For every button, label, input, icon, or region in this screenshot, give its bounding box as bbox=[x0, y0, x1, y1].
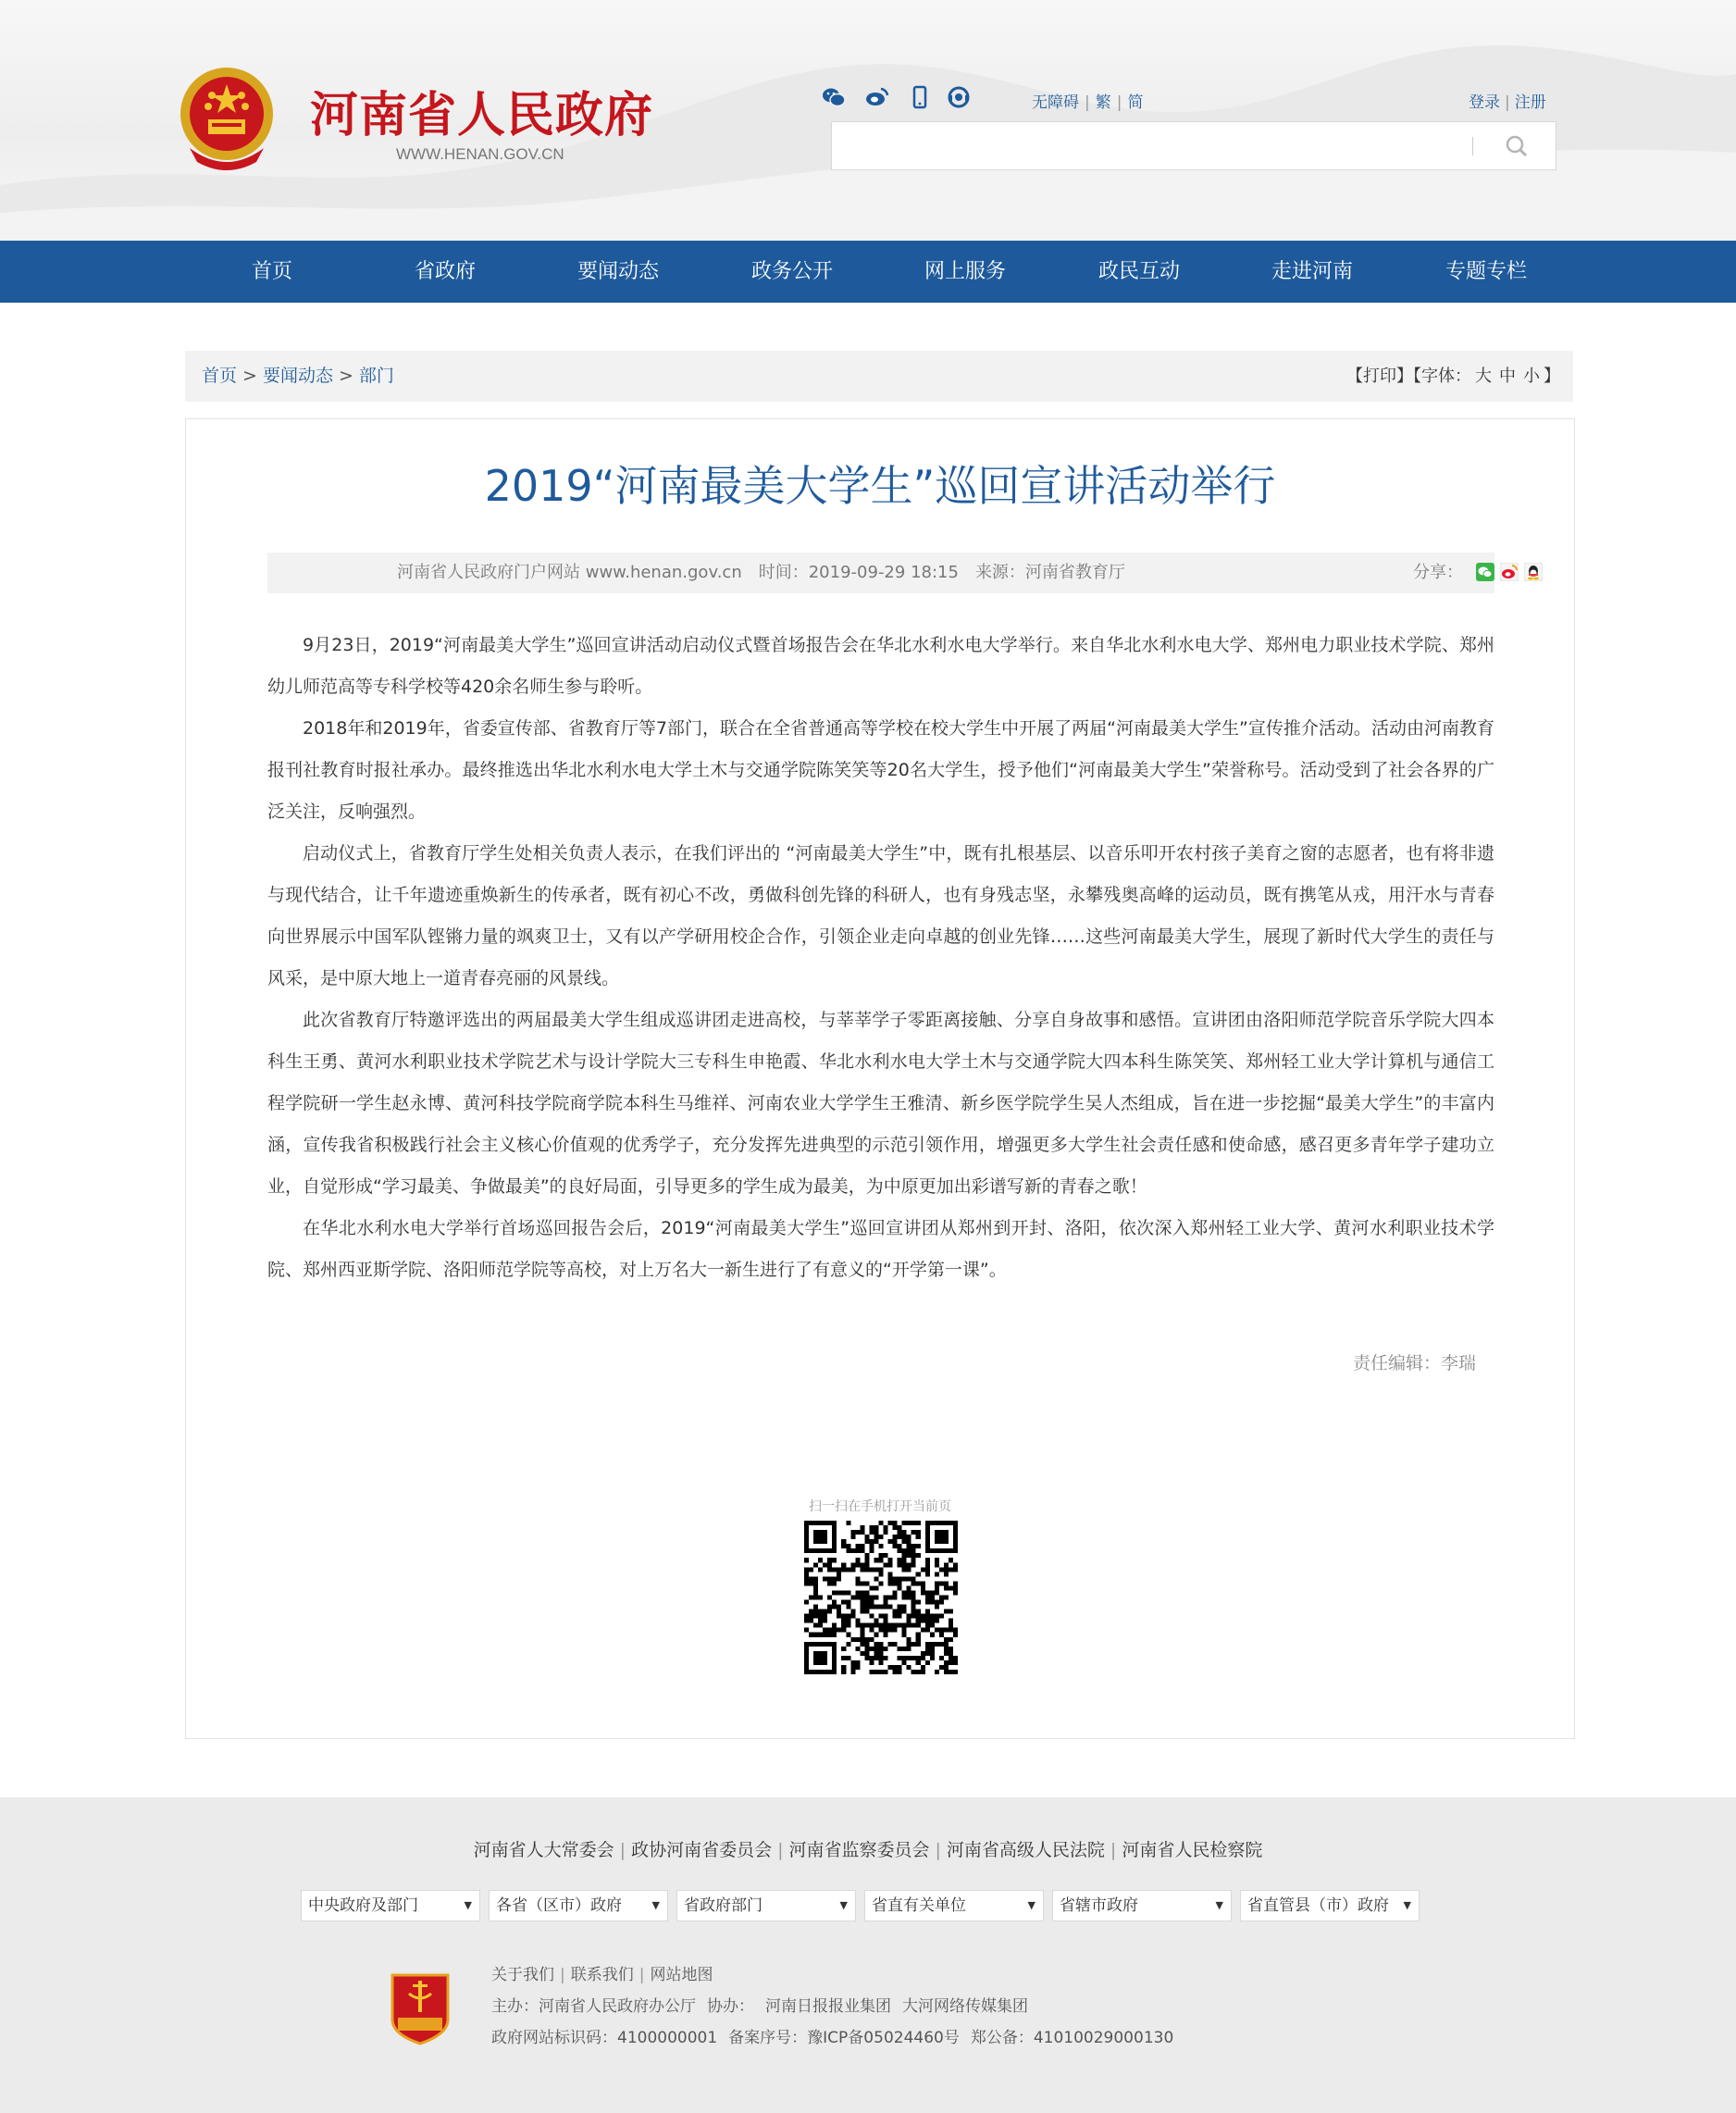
mobile-icon[interactable] bbox=[908, 85, 932, 109]
font-small-button[interactable]: 小 bbox=[1523, 367, 1540, 386]
article-paragraph: 启动仪式上，省教育厅学生处相关负责人表示，在我们评出的 “河南最美大学生”中，既有扎根基层、以音乐叩开农村孩子美育之窗的志愿者，也有将非遗与现代结合，让千年遗迹重焕新生的传承者，既有初心不改，勇做科创先锋的科研人，也有身残志坚，永攀残奥高峰的运动员，既有携笔从戎，用汗水与青春向世界展示中国军队铿锵力量的飒爽卫士，又有以产学研用校企合作，引领企业走向卓越的创业先锋……这些河南最美大学生，展现了新时代大学生的责任与风采，是中原大地上一道青春亮丽的风景线。 bbox=[267, 843, 1494, 988]
link-high-court[interactable]: 河南省高级人民法院 bbox=[946, 1840, 1105, 1860]
traditional-chinese-link[interactable]: 繁 bbox=[1095, 93, 1111, 112]
co-organizer-label: 协办： bbox=[707, 1997, 754, 2016]
site-code: 政府网站标识码：4100000001 bbox=[491, 2029, 718, 2047]
accessibility-links: 无障碍 | 繁 | 简 bbox=[1032, 93, 1144, 112]
related-institution-links: 河南省人大常委会 | 政协河南省委员会 | 河南省监察委员会 | 河南省高级人民法院 | 河南省人民检察院 bbox=[473, 1840, 1263, 1860]
breadcrumb-news[interactable]: 要闻动态 bbox=[262, 366, 333, 386]
dropdown-arrow-icon: ▼ bbox=[464, 1899, 472, 1911]
link-cppcc[interactable]: 政协河南省委员会 bbox=[631, 1840, 773, 1860]
nav-item-home[interactable]: 首页 bbox=[251, 260, 292, 283]
qr-caption: 扫一扫在手机打开当前页 bbox=[809, 1499, 951, 1514]
breadcrumb-home[interactable]: 首页 bbox=[202, 366, 238, 386]
font-large-button[interactable]: 大 bbox=[1475, 367, 1492, 386]
article-body bbox=[267, 625, 1494, 1291]
select-central-government[interactable]: 中央政府及部门 ▼ bbox=[301, 1890, 480, 1921]
about-us-link[interactable]: 关于我们 bbox=[491, 1966, 554, 1984]
nav-item-province-government[interactable]: 省政府 bbox=[414, 260, 476, 283]
register-link[interactable]: 注册 bbox=[1514, 93, 1546, 112]
wechat-icon[interactable] bbox=[822, 85, 846, 109]
link-people-congress[interactable]: 河南省人大常委会 bbox=[473, 1840, 614, 1860]
nav-item-interaction[interactable]: 政民互动 bbox=[1097, 260, 1180, 283]
search-input[interactable] bbox=[832, 122, 1470, 169]
dropdown-arrow-icon: ▼ bbox=[1215, 1899, 1223, 1911]
dropdown-arrow-icon: ▼ bbox=[839, 1899, 848, 1911]
footer-info: 关于我们 | 联系我们 | 网站地图 主办：河南省人民政府办公厅 协办： 河南日报报业集团 大河网络传媒集团 政府网站标识码：4100000001 备案序号：豫ICP备05024460号 郑公备：41010029000130 bbox=[491, 1966, 1174, 2047]
qr-code bbox=[804, 1521, 958, 1674]
site-header bbox=[0, 0, 1736, 241]
share-label: 分享： bbox=[1413, 563, 1463, 582]
article-paragraph: 在华北水利水电大学举行首场巡回报告会后，2019“河南最美大学生”巡回宣讲团从郑州到开封、洛阳，依次深入郑州轻工业大学、黄河水利职业技术学院、郑州西亚斯学院、洛阳师范学院等高校，对上万名大一新生进行了有意义的“开学第一课”。 bbox=[267, 1218, 1494, 1280]
icp-record[interactable]: 备案序号：豫ICP备05024460号 bbox=[728, 2029, 960, 2047]
login-link[interactable]: 登录 bbox=[1469, 93, 1500, 112]
qq-share-icon[interactable] bbox=[1524, 563, 1543, 581]
select-county-governments[interactable]: 省直管县（市）政府 ▼ bbox=[1240, 1890, 1420, 1921]
breadcrumb-department[interactable]: 部门 bbox=[358, 366, 394, 386]
article-paragraph: 9月23日，2019“河南最美大学生”巡回宣讲活动启动仪式暨首场报告会在华北水利水电大学举行。来自华北水利水电大学、郑州电力职业技术学院、郑州幼儿师范高等专科学校等420余名师生参与聆听。 bbox=[267, 635, 1494, 697]
nav-item-special-topics[interactable]: 专题专栏 bbox=[1445, 260, 1527, 283]
link-procuratorate[interactable]: 河南省人民检察院 bbox=[1122, 1840, 1263, 1860]
dropdown-arrow-icon: ▼ bbox=[1403, 1899, 1411, 1911]
select-provincial-departments[interactable]: 省政府部门 ▼ bbox=[676, 1890, 856, 1921]
select-city-governments[interactable]: 省辖市政府 ▼ bbox=[1052, 1890, 1232, 1921]
select-provincial-units[interactable]: 省直有关单位 ▼ bbox=[864, 1890, 1044, 1921]
article bbox=[185, 418, 1575, 1739]
party-government-badge[interactable] bbox=[389, 1971, 452, 2045]
simplified-chinese-link[interactable]: 简 bbox=[1127, 93, 1144, 112]
national-emblem bbox=[171, 60, 282, 176]
site-footer bbox=[0, 1797, 1736, 2113]
nav-item-open-government[interactable]: 政务公开 bbox=[750, 260, 833, 283]
weibo-share-icon[interactable] bbox=[1500, 563, 1519, 581]
sitemap-link[interactable]: 网站地图 bbox=[650, 1966, 713, 1984]
wechat-share-icon[interactable] bbox=[1476, 563, 1494, 581]
co-organizer-1: 河南日报报业集团 bbox=[765, 1997, 891, 2016]
article-origin: 来源：河南省教育厅 bbox=[974, 563, 1125, 582]
contact-us-link[interactable]: 联系我们 bbox=[570, 1966, 634, 1984]
breadcrumb: 首页 > 要闻动态 > 部门 bbox=[202, 366, 394, 386]
site-url: WWW.HENAN.GOV.CN bbox=[396, 145, 564, 163]
font-medium-button[interactable]: 中 bbox=[1499, 367, 1516, 386]
print-button[interactable]: 【打印】 bbox=[1346, 367, 1413, 386]
dropdown-arrow-icon: ▼ bbox=[1027, 1899, 1035, 1911]
search-box bbox=[831, 121, 1556, 170]
accessibility-link[interactable]: 无障碍 bbox=[1032, 93, 1079, 112]
search-divider bbox=[1472, 137, 1473, 155]
site-name: 河南省人民政府 bbox=[310, 88, 654, 143]
breadcrumb-bar bbox=[185, 351, 1573, 402]
select-provincial-governments[interactable]: 各省（区市）政府 ▼ bbox=[489, 1890, 668, 1921]
article-title: 2019“河南最美大学生”巡回宣讲活动举行 bbox=[484, 461, 1276, 511]
nav-item-news[interactable]: 要闻动态 bbox=[577, 260, 659, 283]
publish-time: 时间：2019-09-29 18:15 bbox=[758, 563, 959, 582]
source-site: 河南省人民政府门户网站 www.henan.gov.cn bbox=[397, 563, 742, 582]
account-links: 登录 | 注册 bbox=[1469, 93, 1546, 112]
co-organizer-2: 大河网络传媒集团 bbox=[902, 1997, 1028, 2016]
weibo-icon[interactable] bbox=[865, 85, 889, 109]
main-nav bbox=[0, 241, 1736, 303]
nav-item-about-henan[interactable]: 走进河南 bbox=[1271, 260, 1353, 283]
search-icon[interactable] bbox=[1498, 131, 1535, 161]
app-icon[interactable] bbox=[947, 85, 971, 109]
font-size-close: 】 bbox=[1544, 367, 1560, 386]
dropdown-arrow-icon: ▼ bbox=[651, 1899, 660, 1911]
sponsor-text: 主办：河南省人民政府办公厅 bbox=[491, 1997, 696, 2016]
article-paragraph: 2018年和2019年，省委宣传部、省教育厅等7部门，联合在全省普通高等学校在校大学生中开展了两届“河南最美大学生”宣传推介活动。活动由河南教育报刊社教育时报社承办。最终推选出华北水利水电大学土木与交通学院陈笑笑等20名大学生，授予他们“河南最美大学生”荣誉称号。活动受到了社会各界的广泛关注，反响强烈。 bbox=[267, 718, 1494, 822]
font-size-label: 【字体： bbox=[1413, 367, 1471, 386]
responsible-editor: 责任编辑：李瑞 bbox=[1352, 1353, 1476, 1373]
nav-item-online-services[interactable]: 网上服务 bbox=[924, 260, 1006, 283]
site-group-selects bbox=[301, 1890, 1504, 1921]
link-supervision-commission[interactable]: 河南省监察委员会 bbox=[788, 1840, 930, 1860]
article-meta bbox=[267, 553, 1494, 593]
article-tools bbox=[1346, 351, 1560, 402]
article-paragraph: 此次省教育厅特邀评选出的两届最美大学生组成巡讲团走进高校，与莘莘学子零距离接触、分享自身故事和感悟。宣讲团由洛阳师范学院音乐学院大四本科生王勇、黄河水利职业技术学院艺术与设计学院大三专科生申艳霞、华北水利水电大学土木与交通学院大四本科生陈笑笑、郑州轻工业大学计算机与通信工程学院研一学生赵永博、黄河科技学院商学院本科生马维祥、河南农业大学学生王雅清、新乡医学院学生吴人杰组成，旨在进一步挖掘“最美大学生”的丰富内涵，宣传我省积极践行社会主义核心价值观的优秀学子，充分发挥先进典型的示范引领作用，增强更多大学生社会责任感和使命感，感召更多青年学子建功立业，自觉形成“学习最美、争做最美”的良好局面，引导更多的学生成为最美，为中原更加出彩谱写新的青春之歌！ bbox=[267, 1010, 1494, 1197]
police-record[interactable]: 郑公备：41010029000130 bbox=[970, 2029, 1174, 2047]
